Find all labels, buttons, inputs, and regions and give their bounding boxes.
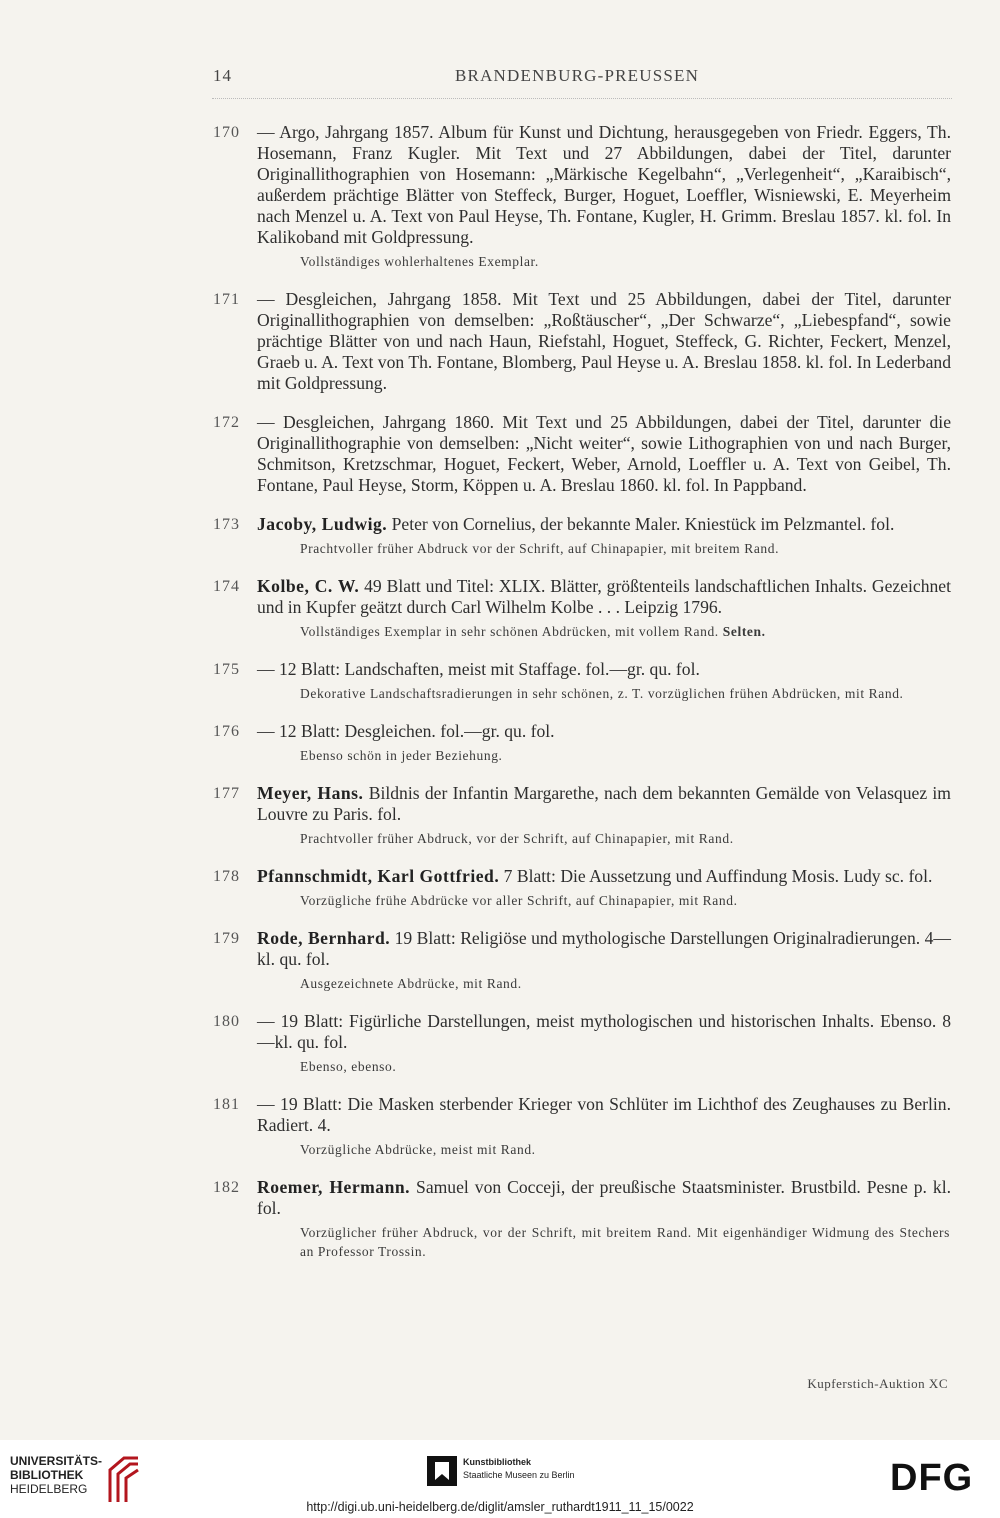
auction-label: Kupferstich-Auktion XC (807, 1376, 948, 1391)
ub-line-1: UNIVERSITÄTS- (10, 1454, 103, 1468)
catalog-entry (0, 514, 1000, 558)
page-header (0, 66, 1000, 96)
entry-note-text: Vorzügliche frühe Abdrücke vor aller Schrift, auf Chinapapier, mit Rand. (300, 893, 738, 908)
entry-description (257, 928, 951, 970)
entry-number: 172 (213, 414, 240, 431)
catalog-entry (0, 289, 1000, 394)
entry-number: 180 (213, 1013, 240, 1030)
running-title: BRANDENBURG-PREUSSEN (455, 66, 700, 85)
entry-number: 171 (213, 291, 240, 308)
kunstbibliothek-logo[interactable] (427, 1454, 627, 1490)
entry-description (257, 289, 951, 394)
entry-description (257, 866, 951, 887)
entry-note-text: Ausgezeichnete Abdrücke, mit Rand. (300, 976, 522, 991)
entry-number: 182 (213, 1179, 240, 1196)
catalog-entry (0, 122, 1000, 271)
entry-note-text: Vorzügliche Abdrücke, meist mit Rand. (300, 1142, 536, 1157)
entry-number: 177 (213, 785, 240, 802)
ub-line-3: HEIDELBERG (10, 1482, 88, 1496)
entry-artist: Rode, Bernhard. (257, 928, 391, 948)
entry-note (300, 539, 950, 558)
entry-note-tag: Selten. (722, 624, 766, 639)
entry-number: 179 (213, 930, 240, 947)
entry-note-text: Dekorative Landschaftsradierungen in sehr schönen, z. T. vorzüglichen frühen Abdrücken, mit Rand. (300, 686, 904, 701)
ub-emblem-icon (106, 1454, 142, 1504)
entry-text: — 12 Blatt: Landschaften, meist mit Staffage. fol.—gr. qu. fol. (257, 659, 700, 679)
entry-note-text: Vorzüglicher früher Abdruck, vor der Schrift, mit breitem Rand. Mit eigenhändiger Widmung des Stechers an Professor Trossin. (300, 1225, 950, 1259)
entry-note (300, 891, 950, 910)
entry-description (257, 783, 951, 825)
entry-note-text: Prachtvoller früher Abdruck, vor der Schrift, auf Chinapapier, mit Rand. (300, 831, 734, 846)
ub-heidelberg-logo[interactable] (10, 1454, 140, 1506)
entry-description (257, 1094, 951, 1136)
library-footer-bar (0, 1440, 1000, 1518)
source-url[interactable]: http://digi.ub.uni-heidelberg.de/diglit/amsler_ruthardt1911_11_15/0022 (306, 1500, 694, 1514)
header-rule (212, 98, 952, 99)
entry-note-text: Vollständiges Exemplar in sehr schönen Abdrücken, mit vollem Rand. (300, 624, 719, 639)
entry-text: 7 Blatt: Die Aussetzung und Auffindung Mosis. Ludy sc. fol. (503, 866, 933, 886)
entry-note (300, 252, 950, 271)
entry-text: — Desgleichen, Jahrgang 1860. Mit Text und 25 Abbildungen, dabei der Titel, darunter die Originallithographie von demselben: „Nicht weiter“, sowie Lithographien von und nach Burger, Schmitson, Kretzschmar, Hoguet, Feckert, Weber, Arnold, Loeffler u. A. Text von Geibel, Th. Fontane, Paul Heyse, Storm, Köppen u. A. Breslau 1860. kl. fol. In Pappband. (257, 412, 951, 495)
entry-number: 170 (213, 124, 240, 141)
entry-artist: Kolbe, C. W. (257, 576, 360, 596)
entry-text: — 19 Blatt: Die Masken sterbender Krieger von Schlüter im Lichthof des Zeughauses zu Berlin. Radiert. 4. (257, 1094, 951, 1135)
entry-note-text: Ebenso schön in jeder Beziehung. (300, 748, 503, 763)
catalog-entries (0, 122, 1000, 1279)
kb-subtitle: Staatliche Museen zu Berlin (463, 1470, 575, 1480)
entry-description (257, 1011, 951, 1053)
entry-description (257, 122, 951, 248)
entry-note (300, 1140, 950, 1159)
entry-note (300, 684, 950, 703)
ub-line-2: BIBLIOTHEK (10, 1468, 84, 1482)
catalog-entry (0, 721, 1000, 765)
entry-text: Bildnis der Infantin Margarethe, nach dem bekannten Gemälde von Velasquez im Louvre zu Paris. fol. (257, 783, 951, 824)
entry-number: 178 (213, 868, 240, 885)
catalog-entry (0, 1177, 1000, 1261)
entry-number: 181 (213, 1096, 240, 1113)
entry-text: Samuel von Cocceji, der preußische Staatsminister. Brustbild. Pesne p. kl. fol. (257, 1177, 951, 1218)
entry-note-text: Vollständiges wohlerhaltenes Exemplar. (300, 254, 539, 269)
entry-artist: Meyer, Hans. (257, 783, 364, 803)
entry-description (257, 721, 951, 742)
entry-number: 176 (213, 723, 240, 740)
entry-artist: Pfannschmidt, Karl Gottfried. (257, 866, 500, 886)
dfg-logo[interactable] (888, 1458, 984, 1494)
entry-description (257, 514, 951, 535)
catalog-entry (0, 576, 1000, 641)
entry-number: 173 (213, 516, 240, 533)
page-number: 14 (213, 66, 232, 85)
entry-text: — 12 Blatt: Desgleichen. fol.—gr. qu. fol. (257, 721, 555, 741)
catalog-entry (0, 783, 1000, 848)
entry-text: — Desgleichen, Jahrgang 1858. Mit Text und 25 Abbildungen, dabei der Titel, darunter Originallithographien von demselben: „Roßtäuscher“, „Der Schwarze“, „Liebespfand“, sowie prächtige Blätter von und nach Haun, Riefstahl, Hoguet, Steffeck, G. Richter, Feckert, Menzel, Graeb u. A. Text von Th. Fontane, Blomberg, Paul Heyse u. A. Breslau 1858. kl. fol. In Lederband mit Goldpressung. (257, 289, 951, 393)
entry-note (300, 622, 950, 641)
entry-note (300, 746, 950, 765)
entry-artist: Roemer, Hermann. (257, 1177, 411, 1197)
catalog-entry (0, 1094, 1000, 1159)
entry-note (300, 829, 950, 848)
catalog-entry (0, 412, 1000, 496)
entry-description (257, 576, 951, 618)
kb-title: Kunstbibliothek (463, 1457, 531, 1467)
entry-text: Peter von Cornelius, der bekannte Maler. Kniestück im Pelzmantel. fol. (391, 514, 895, 534)
catalog-entry (0, 928, 1000, 993)
entry-description (257, 412, 951, 496)
entry-text: 49 Blatt und Titel: XLIX. Blätter, größtenteils landschaftlichen Inhalts. Gezeichnet und in Kupfer geätzt durch Carl Wilhelm Kolbe . . . Leipzig 1796. (257, 576, 951, 617)
catalog-entry (0, 1011, 1000, 1076)
entry-number: 175 (213, 661, 240, 678)
entry-description (257, 659, 951, 680)
ub-heidelberg-text (10, 1454, 102, 1496)
entry-text: — Argo, Jahrgang 1857. Album für Kunst und Dichtung, herausgegeben von Friedr. Eggers, Th. Hosemann, Franz Kugler. Mit Text und 27 Abbildungen, dabei der Titel, darunter Originallithographien von Hosemann: „Märkische Kegelbahn“, „Verlegenheit“, „Karaibisch“, außerdem prächtige Blätter von Steffeck, Burger, Hoguet, Loeffler, Wisniewski, E. Meyerheim nach Menzel u. A. Text von Paul Heyse, Th. Fontane, Kugler, H. Grimm. Breslau 1857. kl. fol. In Kalikoband mit Goldpressung. (257, 122, 951, 247)
kunstbibliothek-emblem-icon (427, 1456, 457, 1486)
dfg-label: DFG (890, 1458, 974, 1494)
entry-text: 19 Blatt: Religiöse und mythologische Darstellungen Originalradierungen. 4—kl. qu. fol. (257, 928, 951, 969)
catalog-entry (0, 659, 1000, 703)
entry-note (300, 1057, 950, 1076)
entry-note-text: Prachtvoller früher Abdruck vor der Schrift, auf Chinapapier, mit breitem Rand. (300, 541, 780, 556)
entry-text: — 19 Blatt: Figürliche Darstellungen, meist mythologischen und historischen Inhalts. Ebenso. 8—kl. qu. fol. (257, 1011, 951, 1052)
entry-artist: Jacoby, Ludwig. (257, 514, 388, 534)
entry-note (300, 1223, 950, 1261)
entry-note (300, 974, 950, 993)
kunstbibliothek-text (463, 1456, 575, 1482)
entry-note-text: Ebenso, ebenso. (300, 1059, 397, 1074)
entry-number: 174 (213, 578, 240, 595)
entry-description (257, 1177, 951, 1219)
catalog-entry (0, 866, 1000, 910)
